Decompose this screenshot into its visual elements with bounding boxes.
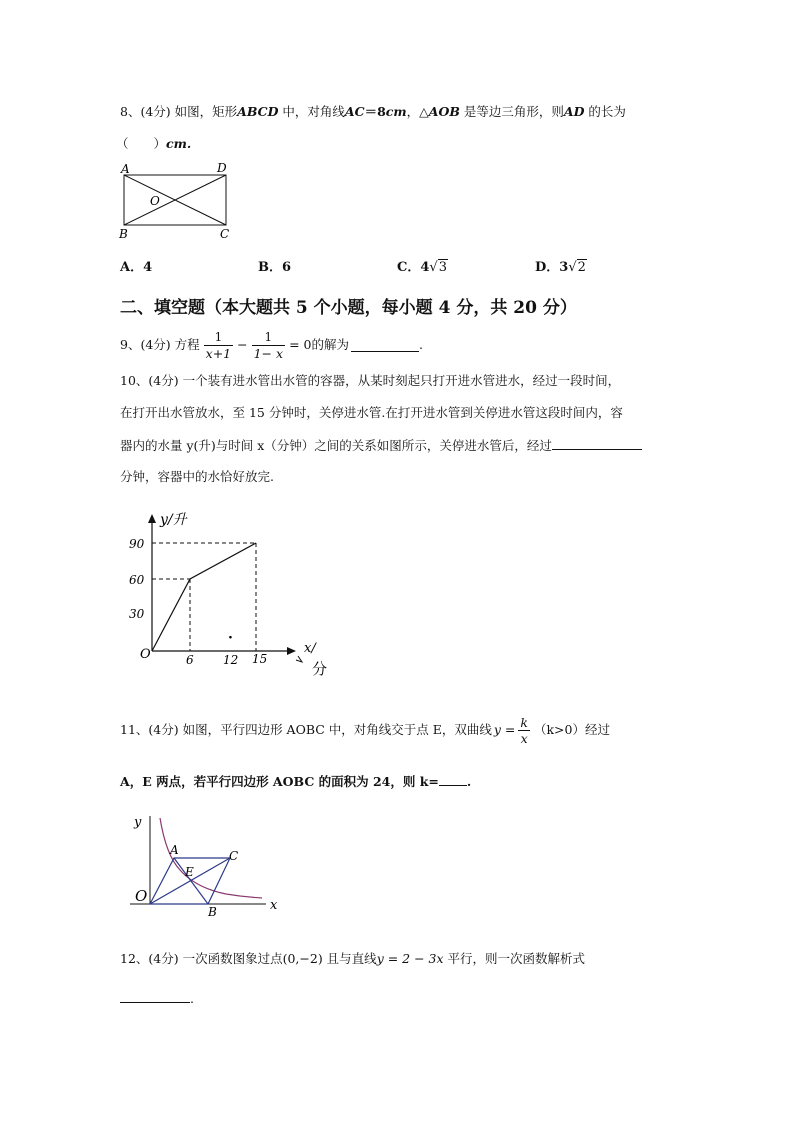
q12-text-post: 平行，则一次函数解析式 <box>443 951 586 966</box>
q9-fraction-2-den: 1− x <box>253 345 284 361</box>
q11-label-e: E <box>185 865 194 879</box>
q12-line1 <box>120 951 585 967</box>
q11-fraction <box>518 715 530 746</box>
q10-graph <box>126 506 346 682</box>
q8-cm2: cm. <box>166 136 192 151</box>
q8-option-c-radicand: 3 <box>438 260 447 275</box>
q10-water-line <box>152 543 256 651</box>
q10-y-tick-60: 60 <box>129 573 145 587</box>
q8-label-c: C <box>220 227 230 241</box>
q10-line3-text: 器内的水量 y(升)与时间 x（分钟）之间的关系如图所示，关停进水管后，经过 <box>120 438 552 453</box>
q8-option-c-root-icon: √ <box>429 260 438 275</box>
q8-rectangle-figure <box>114 160 244 242</box>
q9-fraction-2 <box>252 330 285 361</box>
q10-line3 <box>120 437 642 454</box>
q10-y-tick-30: 30 <box>129 607 145 621</box>
q10-line2: 在打开出水管放水，至 15 分钟时，关停进水管.在打开进水管到关停进水管这段时间内，容 <box>120 405 623 420</box>
q8-text-pre: 8、(4分) 如图，矩形 <box>120 104 238 119</box>
q8-text-mid3: ，△ <box>406 104 429 119</box>
q12-text-end: . <box>190 991 194 1006</box>
q9-fraction-1-num: 1 <box>214 329 223 344</box>
q10-x-axis-arrow-icon <box>287 647 296 655</box>
q11-line2-end: . <box>466 774 472 789</box>
q10-x-tick-15: 15 <box>252 652 268 666</box>
q12-line2 <box>120 990 194 1007</box>
q10-y-axis-arrow-icon <box>148 514 156 523</box>
q8-option-b: B．6 <box>258 260 292 275</box>
q8-ac: AC <box>344 104 365 119</box>
q9-equals-zero: = 0 <box>289 337 312 352</box>
q12-text-pre: 12、(4分) 一次函数图象过点 <box>120 951 283 966</box>
q9-minus: − <box>237 337 248 352</box>
q8-label-b: B <box>119 227 128 241</box>
q11-figure <box>126 810 292 918</box>
q11-fraction-den: x <box>518 730 530 746</box>
q8-option-d-label: D．3 <box>535 260 569 275</box>
q12-answer-blank[interactable] <box>120 990 190 1003</box>
q11-y-eq: y = <box>493 722 516 737</box>
q8-option-c-label: C．4 <box>397 260 430 275</box>
q10-answer-blank[interactable] <box>552 437 642 450</box>
q8-line2 <box>116 136 191 152</box>
q11-label-y: y <box>134 815 142 830</box>
q11-line1 <box>120 712 610 748</box>
q10-line1: 10、(4分) 一个装有进水管出水管的容器，从某时刻起只打开进水管进水，经过一段时间， <box>120 373 621 388</box>
q9-text-pre: 9、(4分) 方程 <box>120 337 200 352</box>
q9-fraction-1-den: x+1 <box>205 345 232 361</box>
q8-abcd: ABCD <box>237 104 279 119</box>
q11-label-c: C <box>229 849 239 863</box>
q8-ad: AD <box>563 104 585 119</box>
q10-y-tick-90: 90 <box>129 537 145 551</box>
q11-label-o: O <box>135 887 148 905</box>
q11-answer-blank[interactable] <box>439 773 467 786</box>
q10-x-label-tick-icon <box>296 656 302 662</box>
q11-line2-text: A，E 两点，若平行四边形 AOBC 的面积为 24，则 k= <box>120 774 439 789</box>
q10-origin-label: O <box>140 647 151 662</box>
q10-x-label: x/ <box>304 641 316 656</box>
q9-line <box>120 327 423 363</box>
q8-aob: AOB <box>428 104 460 119</box>
q12-line-equation: y = 2 − 3x <box>376 951 444 966</box>
q10-dot: · <box>228 630 233 646</box>
q8-text-end: 的长为 <box>584 104 626 119</box>
q8-label-a: A <box>121 162 130 176</box>
q9-text-end: . <box>418 337 423 352</box>
q8-text-mid4: 是等边三角形，则 <box>459 104 564 119</box>
q8-paren: （ ） <box>116 136 167 151</box>
q9-fraction-1 <box>204 330 233 361</box>
q10-x-tick-12: 12 <box>223 653 239 667</box>
section2-title: 二、填空题（本大题共 5 个小题，每小题 4 分，共 20 分） <box>120 298 577 318</box>
q11-label-x: x <box>270 898 278 913</box>
q8-label-d: D <box>217 161 227 175</box>
q10-y-label: y/升 <box>160 512 187 528</box>
q11-label-b: B <box>208 905 217 918</box>
q8-text-mid1: 中，对角线 <box>278 104 345 119</box>
q12-text-mid: 且与直线 <box>322 951 377 966</box>
q8-line1 <box>120 104 626 120</box>
q10-line4: 分钟，容器中的水恰好放完. <box>120 469 274 484</box>
q9-fraction-2-num: 1 <box>264 329 273 344</box>
q8-option-a: A．4 <box>120 260 153 275</box>
q9-answer-blank[interactable] <box>351 339 419 352</box>
q8-option-c <box>397 256 448 275</box>
q8-option-d <box>535 256 587 275</box>
q11-text-post: （k>0）经过 <box>533 722 610 737</box>
q8-text-mid2: ＝8 <box>364 104 386 119</box>
q9-text-post: 的解为 <box>311 337 349 352</box>
q8-option-d-root-icon: √ <box>568 260 577 275</box>
q11-line2 <box>120 773 471 790</box>
q8-label-o: O <box>150 194 160 208</box>
q11-label-a: A <box>170 843 179 857</box>
q8-cm1: cm <box>385 104 407 119</box>
q8-option-d-radicand: 2 <box>577 260 586 275</box>
q11-fraction-num: k <box>520 714 528 730</box>
q10-x-label-unit: 分 <box>312 660 328 678</box>
q10-x-tick-6: 6 <box>186 653 194 667</box>
q11-text-pre: 11、(4分) 如图，平行四边形 AOBC 中，对角线交于点 E，双曲线 <box>120 722 492 737</box>
q12-point: (0,−2) <box>282 951 323 966</box>
